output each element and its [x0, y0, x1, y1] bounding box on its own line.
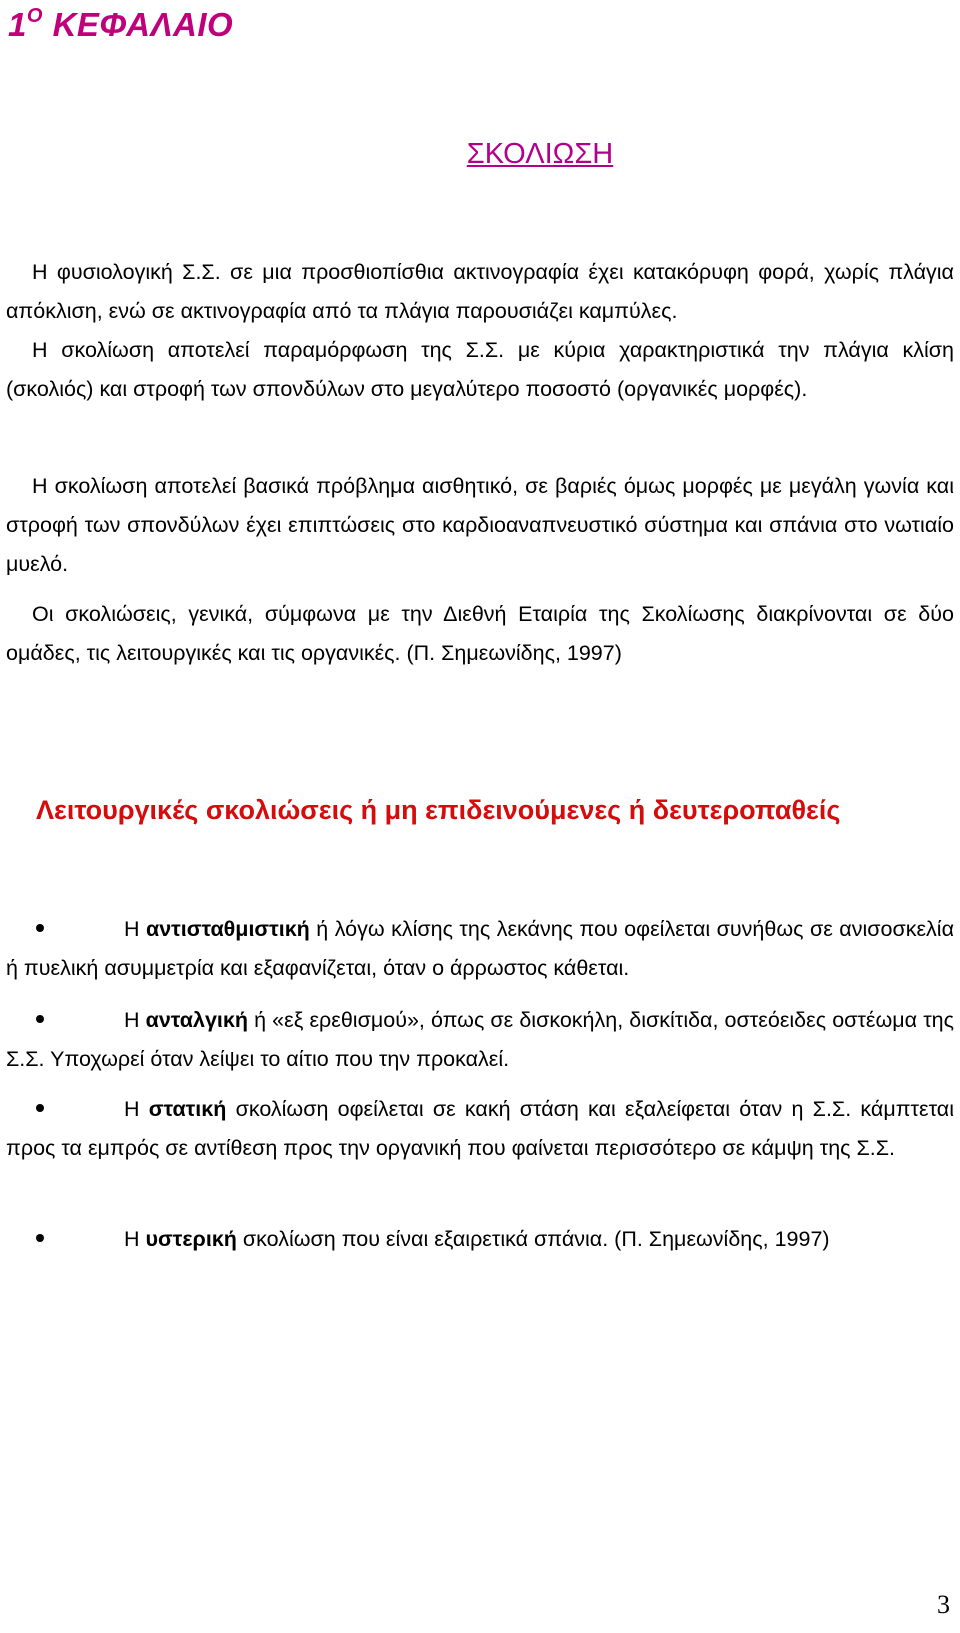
bullet-icon [36, 1015, 44, 1023]
chapter-label: ΚΕΦΑΛΑΙΟ [52, 6, 234, 43]
list-item [6, 910, 954, 988]
list-item-term: υστερική [145, 1227, 237, 1251]
bullet-icon [36, 924, 44, 932]
list-item-term: στατική [148, 1097, 227, 1121]
chapter-superscript: Ο [26, 5, 43, 27]
list-item-pre: Η [124, 917, 146, 941]
page-title: ΣΚΟΛΙΩΣΗ [466, 138, 614, 170]
list-item-term: ανταλγική [145, 1008, 249, 1032]
paragraph-4 [6, 595, 954, 673]
list-item-term: αντισταθμιστική [146, 917, 310, 941]
list-item-text: σκολίωση οφείλεται σε κακή στάση και εξαλείφεται όταν η Σ.Σ. κάμπτεται προς τα εμπρός σε αντίθεση προς την οργανική που φαίνεται περισσότερο σε κάμψη της Σ.Σ. [6, 1097, 955, 1160]
paragraph-4-text: Οι σκολιώσεις, γενικά, σύμφωνα με την Διεθνή Εταιρία της Σκολίωσης διακρίνονται σε δύο ομάδες, τις λειτουργικές και τις οργανικές. (Π. Σημεωνίδης, 1997) [6, 602, 954, 665]
list-item [6, 1220, 954, 1259]
page-number: 3 [937, 1590, 950, 1619]
chapter-number: 1 [8, 6, 27, 43]
chapter-heading [8, 6, 233, 44]
list-item [6, 1090, 954, 1168]
list-item-text: σκολίωση που είναι εξαιρετικά σπάνια. (Π. Σημεωνίδης, 1997) [236, 1227, 830, 1251]
list-item-text: ή λόγω κλίσης της λεκάνης που οφείλεται συνήθως σε ανισοσκελία ή πυελική ασυμμετρία και εξαφανίζεται, όταν ο άρρωστος κάθεται. [6, 917, 955, 980]
bullet-icon [36, 1234, 44, 1242]
list-item-pre: Η [124, 1008, 146, 1032]
section-heading: Λειτουργικές σκολιώσεις ή μη επιδεινούμενες ή δευτεροπαθείς [36, 795, 841, 825]
paragraph-3-text: Η σκολίωση αποτελεί βασικά πρόβλημα αισθητικό, σε βαριές όμως μορφές με μεγάλη γωνία και στροφή των σπονδύλων έχει επιπτώσεις στο καρδιοαναπνευστικό σύστημα και σπάνια στο νωτιαίο μυελό. [6, 474, 954, 576]
paragraph-2 [6, 331, 954, 409]
paragraph-1-text: Η φυσιολογική Σ.Σ. σε μια προσθιοπίσθια ακτινογραφία έχει κατακόρυφη φορά, χωρίς πλάγια απόκλιση, ενώ σε ακτινογραφία από τα πλάγια παρουσιάζει καμπύλες. [6, 260, 954, 323]
paragraph-3 [6, 467, 954, 584]
paragraph-1 [6, 253, 954, 331]
paragraph-2-text: Η σκολίωση αποτελεί παραμόρφωση της Σ.Σ. με κύρια χαρακτηριστικά την πλάγια κλίση (σκολιός) και στροφή των σπονδύλων στο μεγαλύτερο ποσοστό (οργανικές μορφές). [6, 338, 954, 401]
bullet-icon [36, 1104, 44, 1112]
list-item [6, 1001, 954, 1079]
list-item-pre: Η [124, 1097, 149, 1121]
list-item-text: ή «εξ ερεθισμού», όπως σε δισκοκήλη, δισκίτιδα, οστεόειδες οστέωμα της Σ.Σ. Υποχωρεί όταν λείψει το αίτιο που την προκαλεί. [6, 1008, 955, 1071]
list-item-pre: Η [124, 1227, 146, 1251]
